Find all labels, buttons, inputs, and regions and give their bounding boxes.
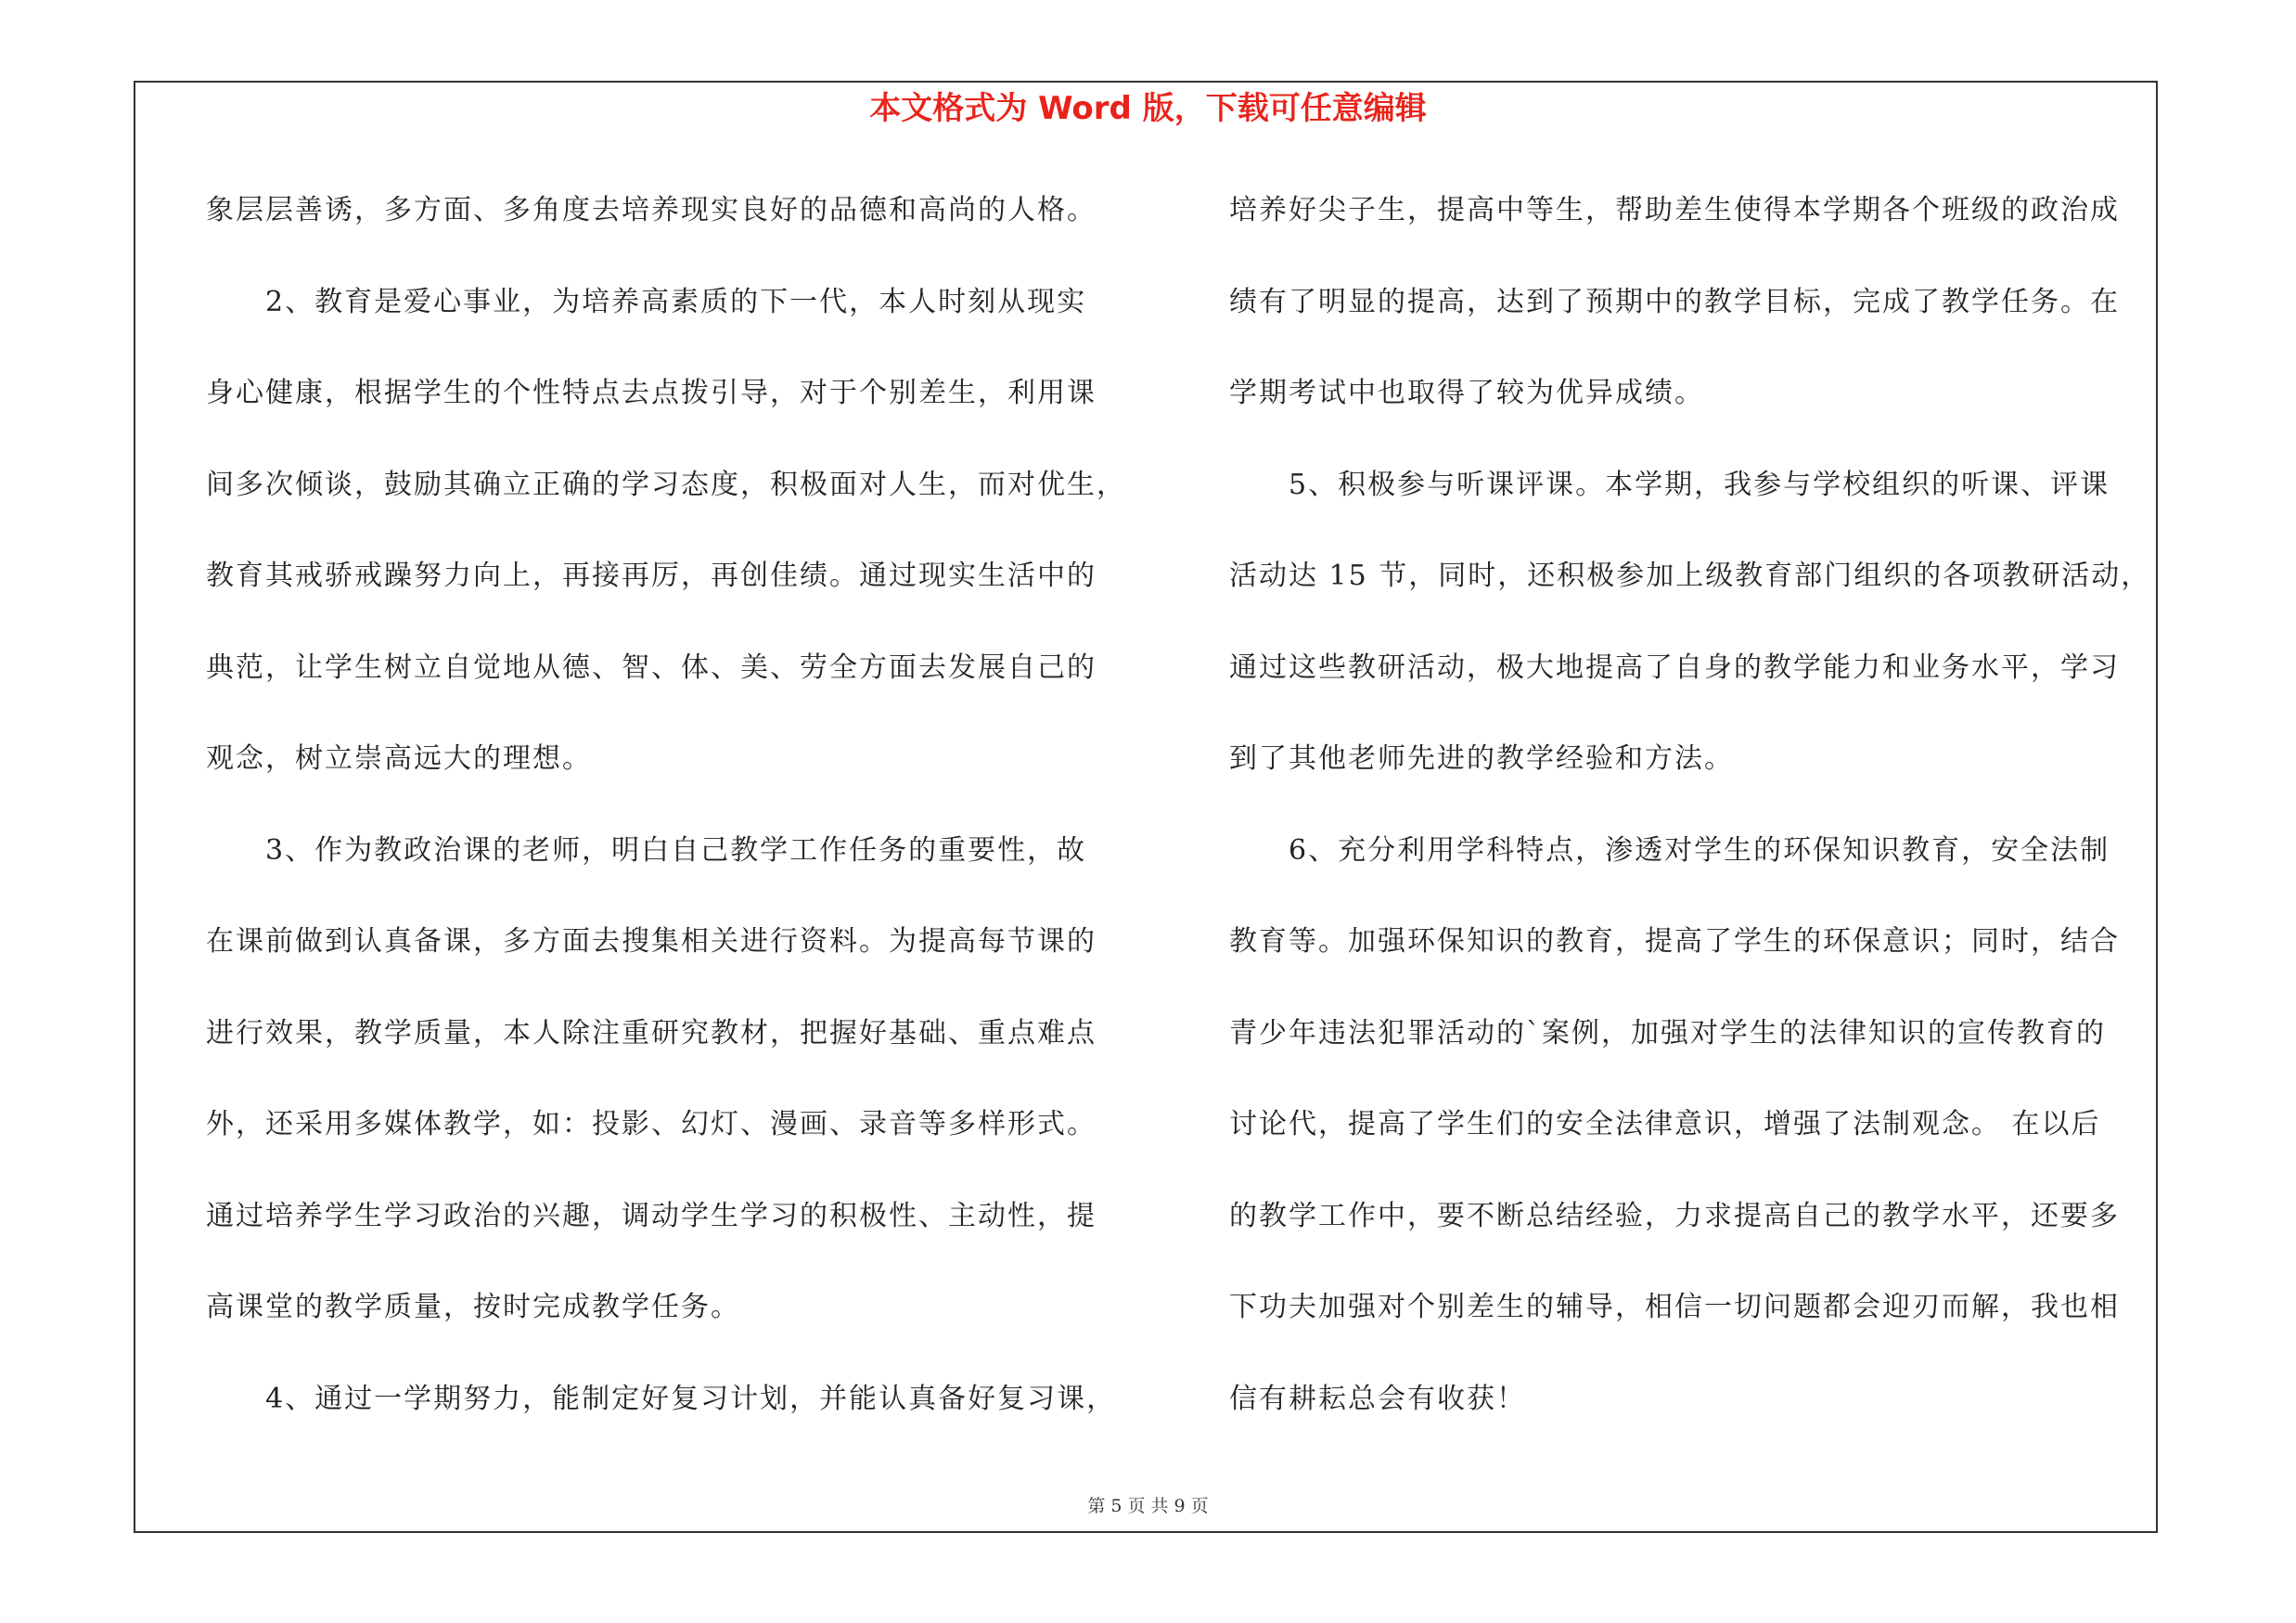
text-line: 间多次倾谈，鼓励其确立正确的学习态度，积极面对人生，而对优生， (206, 468, 1126, 501)
text-line: 通过这些教研活动，极大地提高了自身的教学能力和业务水平，学习 (1229, 650, 2120, 684)
text-line: 典范，让学生树立自觉地从德、智、体、美、劳全方面去发展自己的 (206, 650, 1097, 684)
text-line: 绩有了明显的提高，达到了预期中的教学目标，完成了教学任务。在 (1229, 285, 2120, 318)
text-line: 下功夫加强对个别差生的辅导，相信一切问题都会迎刃而解，我也相 (1229, 1291, 2120, 1323)
text-line: 培养好尖子生，提高中等生，帮助差生使得本学期各个班级的政治成 (1229, 194, 2120, 226)
text-line: 4、通过一学期努力，能制定好复习计划，并能认真备好复习课， (206, 1382, 1117, 1415)
text-line: 通过培养学生学习政治的兴趣，调动学生学习的积极性、主动性，提 (206, 1199, 1097, 1232)
text-line: 身心健康，根据学生的个性特点去点拨引导，对于个别差生，利用课 (206, 377, 1097, 409)
text-line: 象层层善诱，多方面、多角度去培养现实良好的品德和高尚的人格。 (206, 194, 1097, 226)
text-line: 活动达 15 节，同时，还积极参加上级教育部门组织的各项教研活动， (1229, 560, 2151, 592)
text-line: 教育其戒骄戒躁努力向上，再接再厉，再创佳绩。通过现实生活中的 (206, 560, 1097, 592)
text-line: 2、教育是爱心事业，为培养高素质的下一代，本人时刻从现实 (206, 285, 1087, 318)
text-line: 观念，树立崇高远大的理想。 (206, 742, 592, 775)
text-line: 进行效果，教学质量，本人除注重研究教材，把握好基础、重点难点 (206, 1016, 1097, 1050)
text-line: 高课堂的教学质量，按时完成教学任务。 (206, 1291, 740, 1323)
text-line: 讨论代，提高了学生们的安全法律意识，增强了法制观念。 在以后 (1229, 1108, 2101, 1140)
text-line: 5、积极参与听课评课。本学期，我参与学校组织的听课、评课 (1229, 468, 2110, 501)
left-text-column (206, 165, 1134, 1445)
text-line: 在课前做到认真备课，多方面去搜集相关进行资料。为提高每节课的 (206, 925, 1097, 958)
text-line: 6、充分利用学科特点，渗透对学生的环保知识教育，安全法制 (1229, 833, 2110, 867)
text-line: 外，还采用多媒体教学，如：投影、幻灯、漫画、录音等多样形式。 (206, 1108, 1097, 1140)
text-line: 的教学工作中，要不断总结经验，力求提高自己的教学水平，还要多 (1229, 1199, 2120, 1232)
text-line: 到了其他老师先进的教学经验和方法。 (1229, 742, 1734, 775)
right-text-column (1229, 165, 2157, 1445)
text-line: 教育等。加强环保知识的教育，提高了学生的环保意识；同时，结合 (1229, 925, 2120, 958)
format-notice-banner: 本文格式为 Word 版，下载可任意编辑 (869, 90, 1427, 127)
text-line: 3、作为教政治课的老师，明白自己教学工作任务的重要性，故 (206, 833, 1087, 867)
text-line: 学期考试中也取得了较为优异成绩。 (1229, 377, 1704, 409)
text-line: 信有耕耘总会有收获！ (1229, 1382, 1526, 1415)
page-number-footer: 第 5 页 共 9 页 (1087, 1496, 1209, 1516)
text-line: 青少年违法犯罪活动的`案例，加强对学生的法律知识的宣传教育的 (1229, 1016, 2106, 1050)
